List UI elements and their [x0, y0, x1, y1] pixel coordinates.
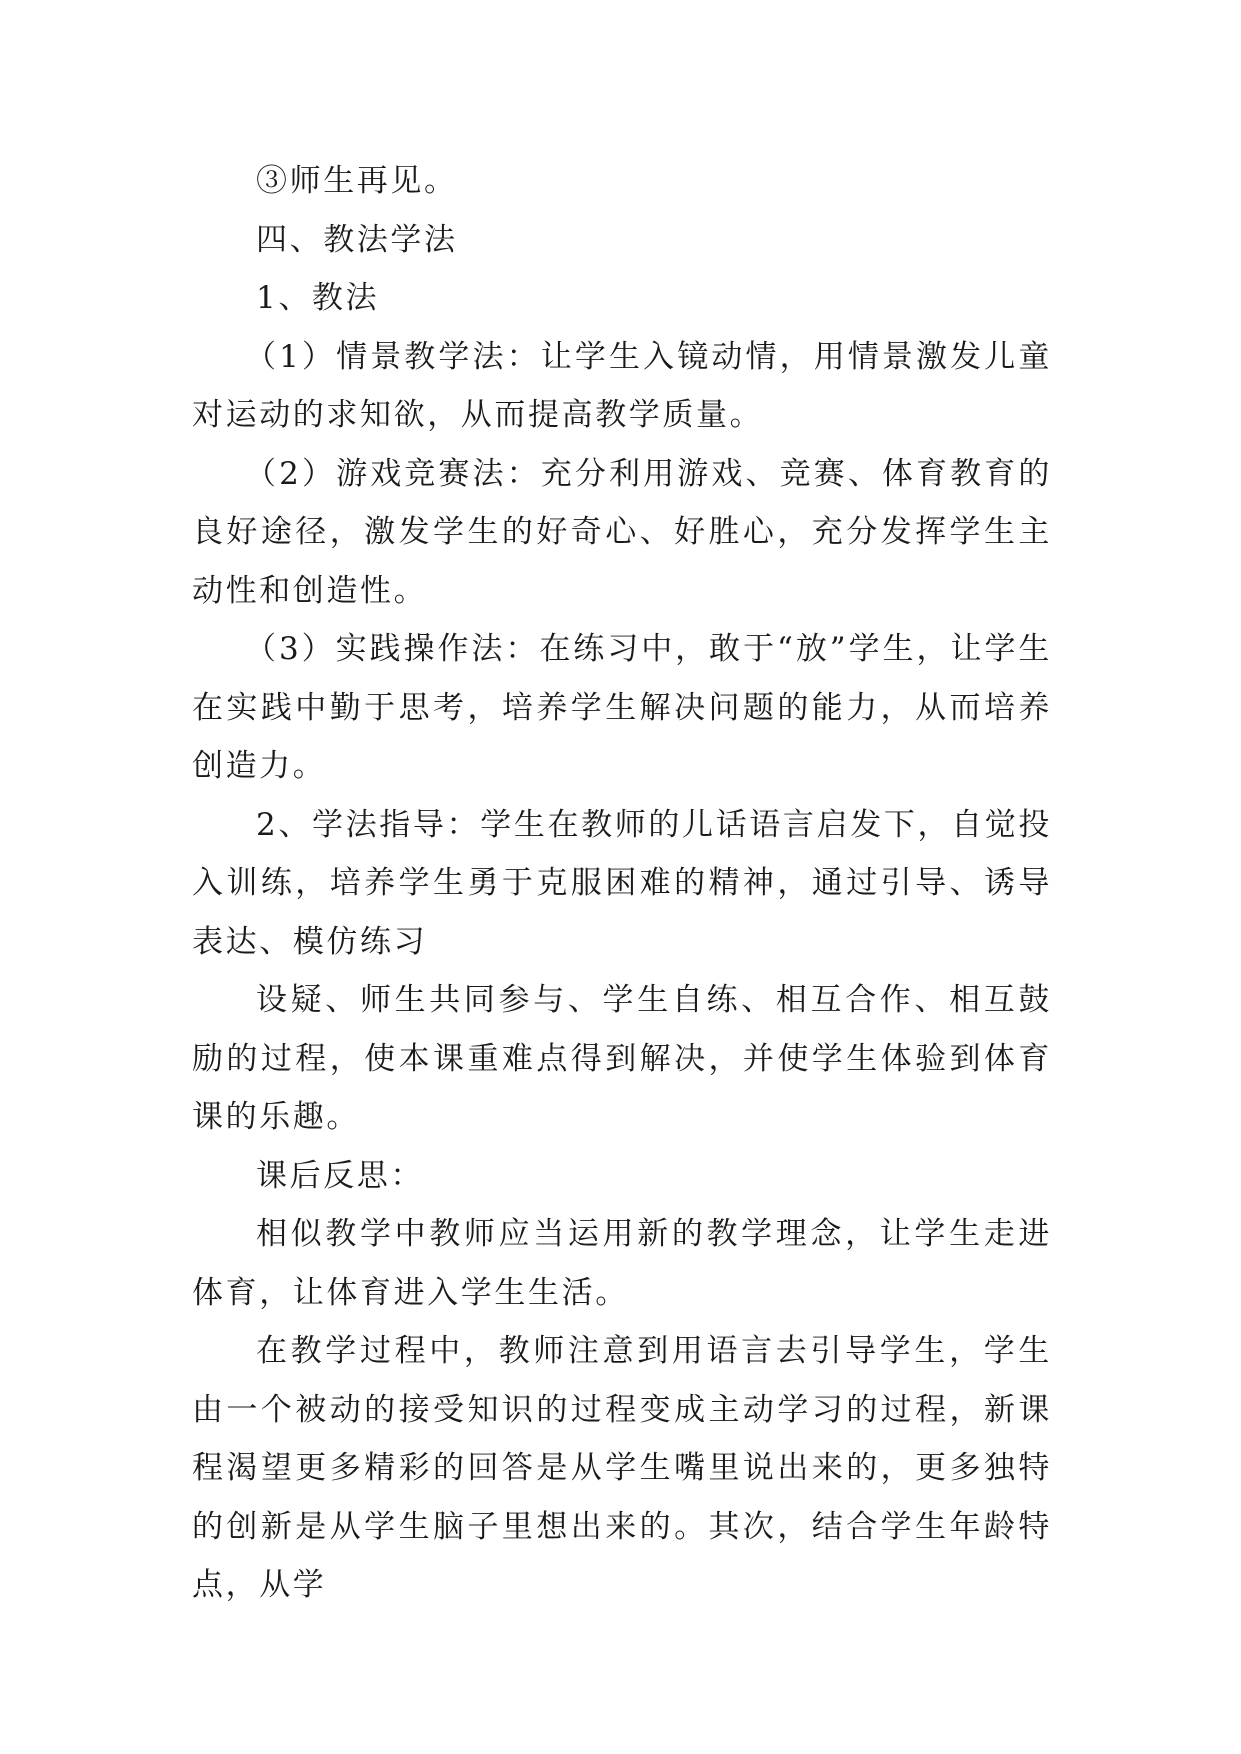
paragraph-game-competition: （2）游戏竞赛法：充分利用游戏、竞赛、体育教育的良好途径，激发学生的好奇心、好胜心，充分发挥学生主动性和创造性。 [192, 455, 1052, 609]
paragraph-reflection-process: 在教学过程中，教师注意到用语言去引导学生，学生由一个被动的接受知识的过程变成主动学习的过程，新课程渴望更多精彩的回答是从学生嘴里说出来的，更多独特的创新是从学生脑子里想出来的。其次，结合学生年龄特点，从学 [192, 1333, 1052, 1603]
section-heading-teaching-methods: 四、教法学法 [256, 221, 458, 258]
heading-post-class-reflection: 课后反思： [256, 1157, 424, 1194]
subheading-teaching-method: 1、教法 [256, 280, 380, 316]
document-body [192, 152, 1052, 1615]
paragraph-farewell: ③师生再见。 [256, 163, 458, 199]
paragraph-learning-guidance: 2、学法指导：学生在教师的儿话语言启发下，自觉投入训练，培养学生勇于克服困难的精神，通过引导、诱导表达、模仿练习 [192, 806, 1052, 960]
paragraph-situational-teaching: （1）情景教学法：让学生入镜动情，用情景激发儿童对运动的求知欲，从而提高教学质量。 [192, 338, 1052, 433]
paragraph-reflection-concept: 相似教学中教师应当运用新的教学理念，让学生走进体育，让体育进入学生生活。 [192, 1216, 1052, 1311]
paragraph-practice-operation: （3）实践操作法：在练习中，敢于“放”学生，让学生在实践中勤于思考，培养学生解决问题的能力，从而培养创造力。 [192, 631, 1052, 784]
paragraph-questioning-process: 设疑、师生共同参与、学生自练、相互合作、相互鼓励的过程，使本课重难点得到解决，并使学生体验到体育课的乐趣。 [192, 982, 1052, 1135]
